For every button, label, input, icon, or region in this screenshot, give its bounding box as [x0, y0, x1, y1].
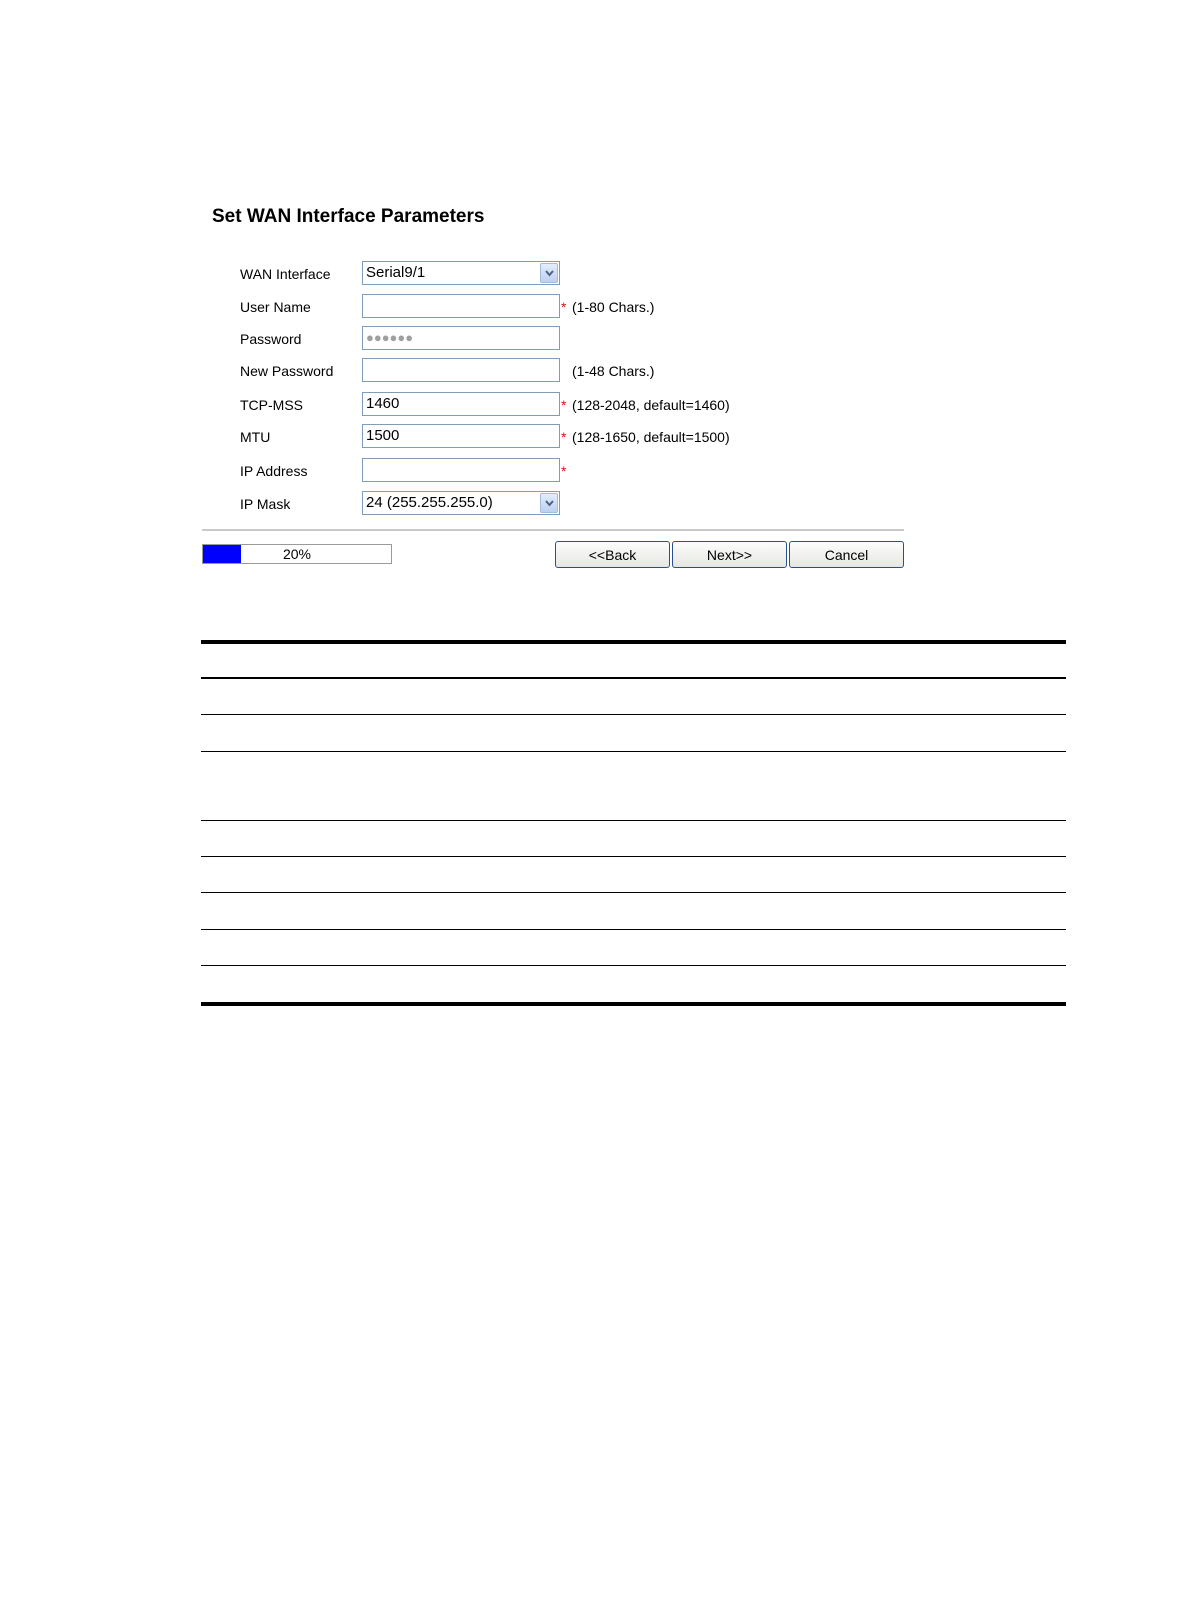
ip-mask-value: 24 (255.255.255.0): [366, 494, 493, 511]
table-top-rule: [201, 640, 1066, 644]
required-mark: *: [561, 429, 567, 445]
user-name-hint: (1-80 Chars.): [572, 299, 655, 315]
mtu-label: MTU: [240, 429, 271, 445]
table-header-rule: [201, 677, 1066, 679]
mtu-value: 1500: [366, 427, 400, 444]
ip-mask-select[interactable]: [362, 491, 560, 515]
table-row-rule: [201, 892, 1066, 893]
wan-interface-value: Serial9/1: [366, 264, 426, 281]
progress-label: 20%: [282, 546, 312, 562]
ip-address-input[interactable]: [362, 458, 560, 482]
tcp-mss-label: TCP-MSS: [240, 397, 303, 413]
form-divider: [202, 529, 904, 531]
mtu-hint: (128-1650, default=1500): [572, 429, 730, 445]
ip-address-label: IP Address: [240, 463, 308, 479]
password-input[interactable]: [362, 326, 560, 350]
ip-mask-label: IP Mask: [240, 496, 291, 512]
page-title: Set WAN Interface Parameters: [212, 206, 485, 227]
table-row-rule: [201, 965, 1066, 966]
chevron-down-icon[interactable]: [540, 493, 558, 513]
tcp-mss-input[interactable]: [362, 392, 560, 416]
table-row-rule: [201, 856, 1066, 857]
required-mark: *: [561, 299, 567, 315]
mtu-input[interactable]: [362, 424, 560, 448]
cancel-button[interactable]: Cancel: [789, 541, 904, 568]
password-value: ●●●●●●: [366, 330, 414, 345]
table-row-rule: [201, 929, 1066, 930]
user-name-input[interactable]: [362, 294, 560, 318]
tcp-mss-hint: (128-2048, default=1460): [572, 397, 730, 413]
wan-interface-select[interactable]: [362, 261, 560, 285]
new-password-input[interactable]: [362, 358, 560, 382]
user-name-label: User Name: [240, 299, 311, 315]
wan-interface-label: WAN Interface: [240, 266, 331, 282]
progress-bar: [202, 544, 392, 564]
back-button[interactable]: <<Back: [555, 541, 670, 568]
new-password-hint: (1-48 Chars.): [572, 363, 655, 379]
required-mark: *: [561, 463, 567, 479]
table-row-rule: [201, 820, 1066, 821]
chevron-down-icon[interactable]: [540, 263, 558, 283]
table-row-rule: [201, 714, 1066, 715]
next-button[interactable]: Next>>: [672, 541, 787, 568]
table-row-rule: [201, 751, 1066, 752]
required-mark: *: [561, 397, 567, 413]
tcp-mss-value: 1460: [366, 395, 400, 412]
new-password-label: New Password: [240, 363, 334, 379]
password-label: Password: [240, 331, 302, 347]
table-bottom-rule: [201, 1002, 1066, 1006]
